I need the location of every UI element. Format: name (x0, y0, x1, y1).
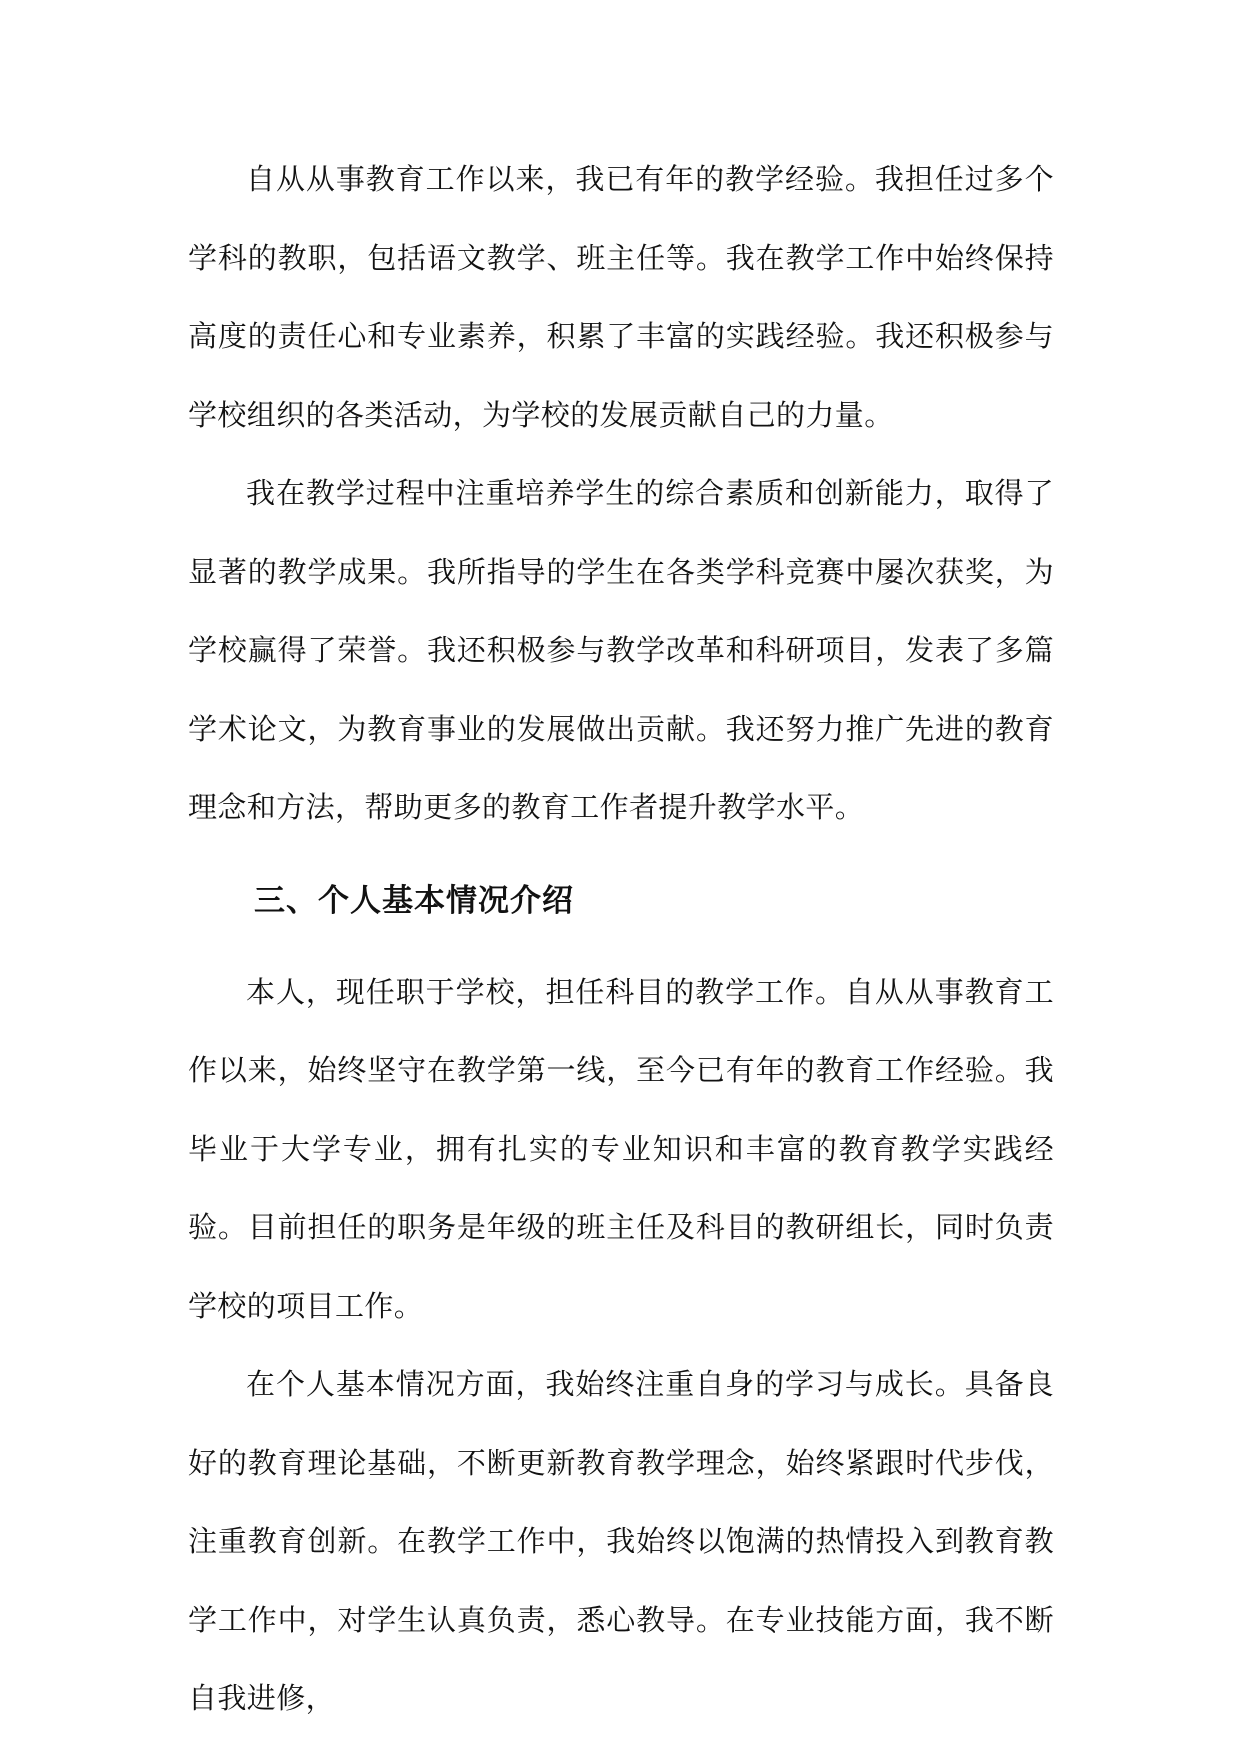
paragraph: 本人，现任职于学校，担任科目的教学工作。自从从事教育工作以来，始终坚守在教学第一线，至今已有年的教育工作经验。我毕业于大学专业，拥有扎实的专业知识和丰富的教育教学实践经验。目前担任的职务是年级的班主任及科目的教研组长，同时负责学校的项目工作。 (188, 974, 1054, 1323)
paragraph: 在个人基本情况方面，我始终注重自身的学习与成长。具备良好的教育理论基础，不断更新教育教学理念，始终紧跟时代步伐，注重教育创新。在教学工作中，我始终以饱满的热情投入到教育教学工作中，对学生认真负责，悉心教导。在专业技能方面，我不断自我进修， (188, 1367, 1054, 1715)
paragraph: 我在教学过程中注重培养学生的综合素质和创新能力，取得了显著的教学成果。我所指导的学生在各类学科竞赛中屡次获奖，为学校赢得了荣誉。我还积极参与教学改革和科研项目，发表了多篇学术论文，为教育事业的发展做出贡献。我还努力推广先进的教育理念和方法，帮助更多的教育工作者提升教学水平。 (188, 476, 1054, 824)
section-heading: 三、个人基本情况介绍 (254, 882, 574, 919)
paragraph: 自从从事教育工作以来，我已有年的教学经验。我担任过多个学科的教职，包括语文教学、班主任等。我在教学工作中始终保持高度的责任心和专业素养，积累了丰富的实践经验。我还积极参与学校组织的各类活动，为学校的发展贡献自己的力量。 (188, 162, 1054, 432)
document-body (188, 140, 1054, 1738)
